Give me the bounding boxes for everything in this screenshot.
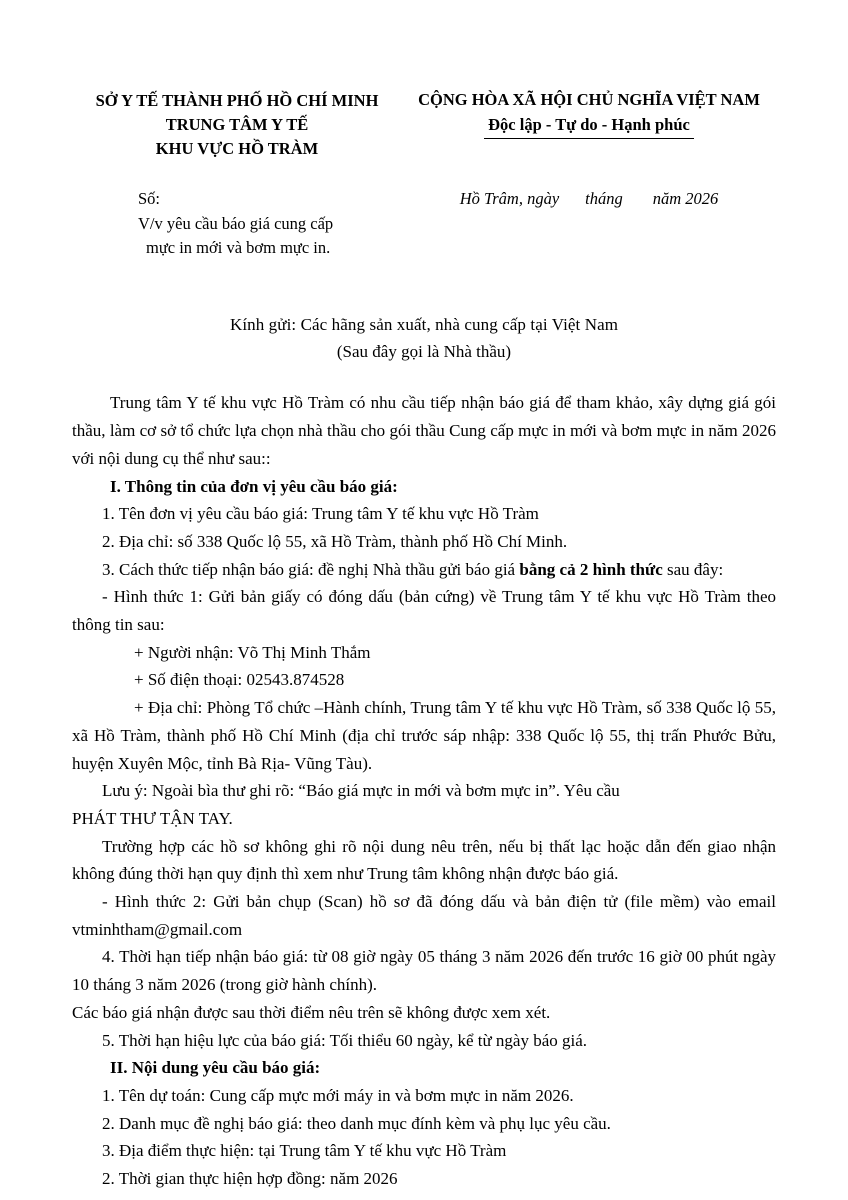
item-1-4-note: Các báo giá nhận được sau thời điểm nêu trên sẽ không được xem xét. xyxy=(72,1002,551,1022)
year-label: năm 2026 xyxy=(652,188,719,208)
item-1-3-tail: sau đây: xyxy=(667,559,724,579)
section-1-title: I. Thông tin của đơn vị yêu cầu báo giá: xyxy=(110,476,398,496)
item-1-1: 1. Tên đơn vị yêu cầu báo giá: Trung tâm Y tế khu vực Hồ Tràm xyxy=(102,504,539,524)
national-motto: Độc lập - Tự do - Hạnh phúc xyxy=(484,113,694,139)
case-paragraph: Trường hợp các hồ sơ không ghi rõ nội dung nêu trên, nếu bị thất lạc hoặc dẫn đến giao nhận không đúng thời hạn quy định thì xem như Trung tâm không nhận được báo giá. xyxy=(72,836,776,884)
subject-line-1: V/v yêu cầu báo giá cung cấp xyxy=(138,213,334,233)
item-1-3-emphasis: bằng cả 2 hình thức xyxy=(519,559,663,579)
item-1-5: 5. Thời hạn hiệu lực của báo giá: Tối thiểu 60 ngày, kể từ ngày báo giá. xyxy=(102,1030,588,1050)
document-body xyxy=(72,389,776,1192)
document-meta xyxy=(72,187,776,261)
national-name: CỘNG HÒA XÃ HỘI CHỦ NGHĨA VIỆT NAM xyxy=(418,90,760,109)
form-2-paragraph: - Hình thức 2: Gửi bản chụp (Scan) hồ sơ đã đóng dấu và bản điện tử (file mềm) vào email vtminhtham@gmail.com xyxy=(72,892,776,939)
place-and-date xyxy=(402,187,776,261)
note-line-2: PHÁT THƯ TẬN TAY. xyxy=(72,808,233,828)
authority-line-3: KHU VỰC HỒ TRÀM xyxy=(155,138,319,158)
document-number-label: Số: xyxy=(138,188,161,208)
item-1-2: 2. Địa chỉ: số 338 Quốc lộ 55, xã Hồ Tràm, thành phố Hồ Chí Minh. xyxy=(102,531,568,551)
form-1-phone: + Số điện thoại: 02543.874528 xyxy=(134,670,345,690)
item-1-3-text: 3. Cách thức tiếp nhận báo giá: đề nghị Nhà thầu gửi báo giá xyxy=(102,559,520,579)
item-2-2: 2. Danh mục đề nghị báo giá: theo danh mục đính kèm và phụ lục yêu cầu. xyxy=(102,1113,611,1133)
form-1-receiver: + Người nhận: Võ Thị Minh Thắm xyxy=(134,642,371,662)
item-2-3: 3. Địa điểm thực hiện: tại Trung tâm Y tế khu vực Hồ Tràm xyxy=(102,1141,507,1161)
item-1-4: 4. Thời hạn tiếp nhận báo giá: từ 08 giờ ngày 05 tháng 3 năm 2026 đến trước 16 giờ 00 phút ngày 10 tháng 3 năm 2026 (trong giờ hành chính). xyxy=(72,947,776,995)
national-heading-block xyxy=(402,88,776,139)
document-header xyxy=(72,88,776,161)
authority-line-1: SỞ Y TẾ THÀNH PHỐ HỒ CHÍ MINH xyxy=(95,91,379,110)
recipient-block xyxy=(72,311,776,365)
form-1-address: + Địa chỉ: Phòng Tổ chức –Hành chính, Trung tâm Y tế khu vực Hồ Tràm, số 338 Quốc lộ 55, xã Hồ Tràm, thành phố Hồ Chí Minh (địa chỉ trước sáp nhập: 338 Quốc lộ 55, thị trấn Phước Bửu, huyện Xuyên Mộc, tỉnh Bà Rịa- Vũng Tàu). xyxy=(72,698,776,773)
section-2-title: II. Nội dung yêu cầu báo giá: xyxy=(110,1058,321,1078)
recipient-line-2: (Sau đây gọi là Nhà thầu) xyxy=(336,342,512,362)
intro-paragraph: Trung tâm Y tế khu vực Hồ Tràm có nhu cầu tiếp nhận báo giá để tham khảo, xây dựng giá gói thầu, làm cơ sở tổ chức lựa chọn nhà thầu cho gói thầu Cung cấp mực in mới và bơm mực in năm 2026 với nội dung cụ thể như sau:: xyxy=(72,393,776,468)
note-line-1: Lưu ý: Ngoài bìa thư ghi rõ: “Báo giá mực in mới và bơm mực in”. Yêu cầu xyxy=(102,781,620,801)
place-date-prefix: Hồ Trâm, ngày xyxy=(459,188,560,208)
item-2-4: 2. Thời gian thực hiện hợp đồng: năm 2026 xyxy=(102,1169,398,1189)
recipient-line-1: Kính gửi: Các hãng sản xuất, nhà cung cấp tại Việt Nam xyxy=(229,315,619,335)
form-1-paragraph: - Hình thức 1: Gửi bản giấy có đóng dấu (bản cứng) về Trung tâm Y tế khu vực Hồ Tràm theo thông tin sau: xyxy=(72,587,776,635)
item-2-1: 1. Tên dự toán: Cung cấp mực mới máy in và bơm mực in năm 2026. xyxy=(102,1085,574,1105)
subject-line-2: mực in mới và bơm mực in. xyxy=(146,238,331,258)
issuing-authority-block xyxy=(72,88,402,161)
item-1-3 xyxy=(72,556,776,584)
number-and-subject xyxy=(72,187,402,261)
month-label: tháng xyxy=(585,188,623,208)
authority-line-2: TRUNG TÂM Y TẾ xyxy=(165,114,309,134)
